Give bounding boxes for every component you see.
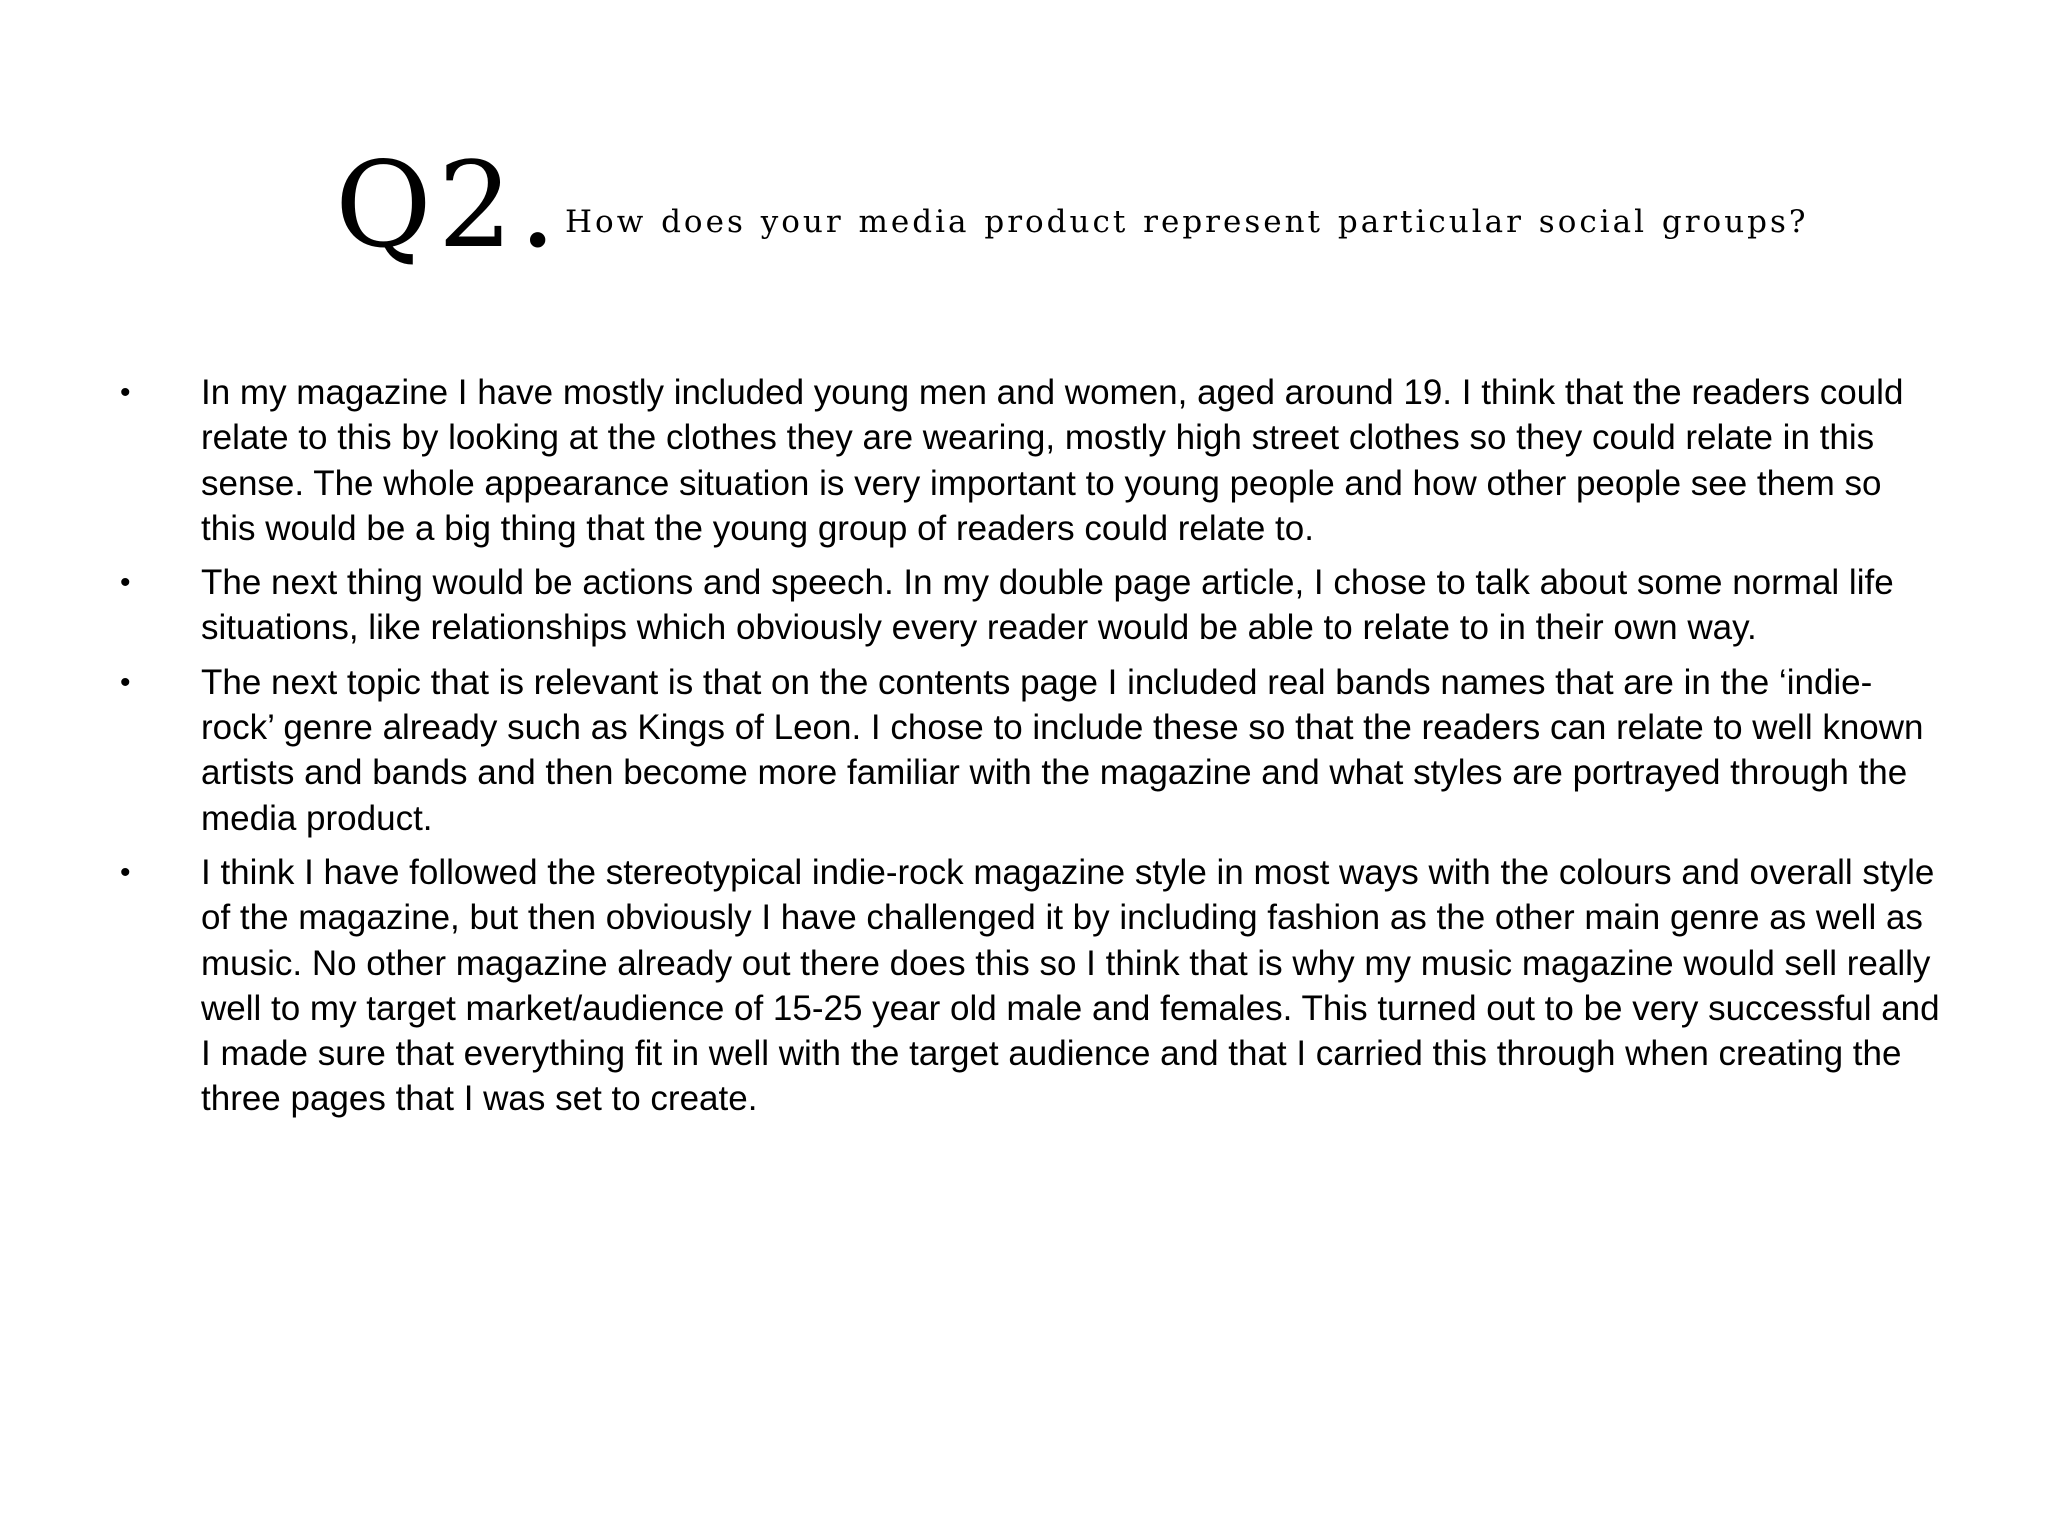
bullet-item <box>120 850 1940 1122</box>
bullet-item <box>120 660 1940 841</box>
bullet-icon: • <box>120 566 131 600</box>
bullet-text: In my magazine I have mostly included young men and women, aged around 19. I think that the readers could relate to this by looking at the clothes they are wearing, mostly high street clothes so they could relate in this sense. The whole appearance situation is very important to young people and how other people see them so this would be a big thing that the young group of readers could relate to. <box>201 373 1904 548</box>
bullet-text: I think I have followed the stereotypical indie-rock magazine style in most ways with the colours and overall style of the magazine, but then obviously I have challenged it by including fashion as the other main genre as well as music. No other magazine already out there does this so I think that is why my music magazine would sell really well to my target market/audience of 15-25 year old male and females. This turned out to be very successful and I made sure that everything fit in well with the target audience and that I carried this through when creating the three pages that I was set to create. <box>201 852 1940 1119</box>
slide-title <box>335 136 1985 274</box>
bullet-icon: • <box>120 855 131 889</box>
question-number: Q2. <box>335 136 563 274</box>
question-text: How does your media product represent particular social groups? <box>565 204 1809 240</box>
bullet-text: The next topic that is relevant is that on the contents page I included real bands names that are in the ‘indie-rock’ genre already such as Kings of Leon. I chose to include these so that the readers can relate to well known artists and bands and then become more familiar with the magazine and what styles are portrayed through the media product. <box>201 662 1924 838</box>
bullet-item <box>120 370 1940 551</box>
bullet-text: The next thing would be actions and speech. In my double page article, I chose to talk about some normal life situations, like relationships which obviously every reader would be able to relate to in their own way. <box>201 563 1894 648</box>
bullet-list <box>120 370 1940 1131</box>
bullet-icon: • <box>120 665 131 699</box>
bullet-icon: • <box>120 376 131 409</box>
bullet-item <box>120 560 1940 651</box>
